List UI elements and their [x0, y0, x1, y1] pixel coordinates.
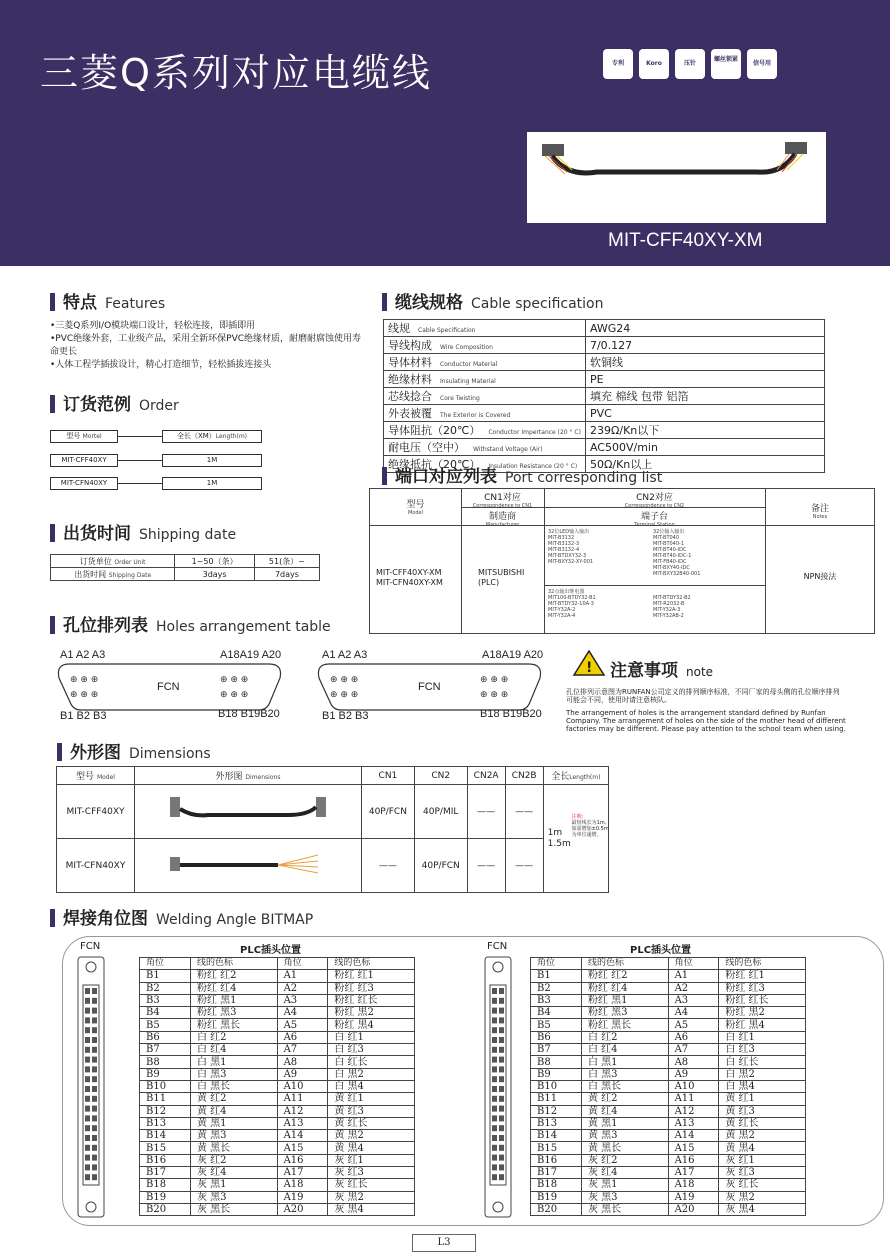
weld-row: B10 白 黑长 A10 白 黑4 [531, 1080, 806, 1092]
connector-pin [85, 1047, 90, 1053]
port-item: MIT-BXY32B40-001 [653, 571, 701, 577]
connector-pin [492, 1076, 497, 1082]
crimp-badge: 压针 [675, 49, 705, 79]
connector-pin [499, 1008, 504, 1014]
port-h-cn2: CN2对应 [636, 493, 673, 503]
dim-length: 1m 1.5m [547, 827, 571, 849]
connector-pin [492, 1086, 497, 1092]
welding-table-left [139, 957, 415, 1216]
connector-pin [492, 1155, 497, 1161]
weld-row: B9 白 黑3 A9 白 黑2 [140, 1068, 415, 1080]
port-item: MIT-Y32A-2 [548, 607, 576, 613]
feature-item: •三菱Q系列I/O模块端口设计，轻松连接，即插即用 [50, 321, 256, 331]
spec-row: 绝缘材料 Insulating Material PE [384, 371, 825, 388]
spec-row: 绝缘抵抗（20℃） Insulation Resistance (20 ° C) 50Ω/Kn以上 [384, 456, 825, 473]
svg-text:⊕ ⊕ ⊕: ⊕ ⊕ ⊕ [330, 675, 359, 685]
connector-pin [85, 1076, 90, 1082]
connector-pin [92, 1008, 97, 1014]
port-note: NPN接法 [803, 572, 837, 581]
port-item: MIT-BXY40-IDC [653, 565, 690, 571]
connector-pin [499, 988, 504, 994]
port-item: MIT-FB40-IDC [653, 559, 687, 565]
connector-pin [492, 1066, 497, 1072]
dim-model: MIT-CFN40XY [57, 839, 135, 893]
connector-pin [499, 998, 504, 1004]
weld-row: B1 粉红 红2 A1 粉红 红1 [531, 970, 806, 982]
port-item: MIT100-BTDY32-B1 [548, 595, 596, 601]
spec-row: 导线构成 Wire Composition 7/0.127 [384, 337, 825, 354]
port-h-mfr: 制造商 [488, 512, 516, 522]
weld-row: B10 白 黑长 A10 白 黑4 [140, 1080, 415, 1092]
weld-row: B17 灰 红4 A17 灰 红3 [140, 1167, 415, 1179]
connector-pin [492, 988, 497, 994]
weld-row: B3 粉红 黑1 A3 粉红 红长 [531, 994, 806, 1006]
weld-row: B13 黄 黑1 A13 黄 红长 [531, 1117, 806, 1129]
weld-row: B18 灰 黑1 A18 灰 红长 [531, 1179, 806, 1191]
connector-pin [492, 1096, 497, 1102]
port-item: MIT-BT40-IDC-1 [653, 553, 692, 559]
connector-pin [499, 1086, 504, 1092]
weld-row: B9 白 黑3 A9 白 黑2 [531, 1068, 806, 1080]
connector-pin [492, 1027, 497, 1033]
hole-label: B18 B19B20 [480, 708, 542, 720]
svg-text:⊕ ⊕ ⊕: ⊕ ⊕ ⊕ [220, 675, 249, 685]
order-len-1: 1M [162, 454, 262, 467]
port-h-term: 端子台 [640, 512, 668, 522]
weld-row: B4 粉红 黑3 A4 粉红 黑2 [531, 1007, 806, 1019]
connector-pin [92, 1164, 97, 1170]
connector-pin [492, 1115, 497, 1121]
connector-pin [85, 1135, 90, 1141]
port-item: MIT-BTDXY32-3 [548, 553, 587, 559]
weld-row: B15 黄 黑长 A15 黄 黑4 [531, 1142, 806, 1154]
port-h-cn1: CN1对应 [484, 493, 521, 503]
connector-pin [492, 1037, 497, 1043]
connector-pin [85, 1115, 90, 1121]
connector-pin [85, 1008, 90, 1014]
port-heading: 端口对应列表 Port corresponding list [382, 462, 662, 487]
weld-row: B13 黄 黑1 A13 黄 红长 [140, 1117, 415, 1129]
svg-text:⊕ ⊕ ⊕: ⊕ ⊕ ⊕ [480, 690, 509, 700]
weld-row: B16 灰 红2 A16 灰 红1 [140, 1154, 415, 1166]
hole-label: B1 B2 B3 [322, 710, 369, 722]
features-list [50, 320, 370, 372]
weld-row: B3 粉红 黑1 A3 粉红 红长 [140, 994, 415, 1006]
feature-item: •人体工程学插拔设计，精心打造细节，轻松插拔连接头 [50, 360, 272, 370]
connector-pin [92, 1076, 97, 1082]
weld-plc-label: PLC插头位置 [240, 945, 302, 956]
port-item: MIT-BT40-IDC [653, 547, 687, 553]
port-item: MIT-Y32A-3 [653, 607, 681, 613]
port-item: MIT-R2032-B [653, 601, 685, 607]
connector-pin [492, 1057, 497, 1063]
shipping-table: 订货单位 Order Unit 1~50（条） 51(条）~ 出货时间 Shipping Date 3days 7days [50, 554, 320, 581]
port-item: MIT-BT040 [653, 535, 680, 541]
features-heading: 特点 Features [50, 288, 165, 313]
svg-text:⊕ ⊕ ⊕: ⊕ ⊕ ⊕ [220, 690, 249, 700]
hole-label: A18A19 A20 [482, 649, 544, 661]
weld-plc-label: PLC插头位置 [630, 945, 692, 956]
connector-pin [92, 998, 97, 1004]
connector-pin [85, 1145, 90, 1151]
connector-pin [92, 1017, 97, 1023]
port-input-list: 32位LED输入输出 MIT-B3132 MIT-B3132-3 MIT-B3132-4 MIT-BTDXY32-3 MIT-BXY32-XY-001 [548, 529, 594, 565]
hole-fcn-label: FCN [418, 681, 441, 693]
connector-pin [499, 1164, 504, 1170]
connector-pin [492, 1174, 497, 1180]
connector-pin [92, 1096, 97, 1102]
connector-pin [92, 1155, 97, 1161]
connector-pin [85, 1155, 90, 1161]
cable-photo [527, 132, 826, 223]
port-item: MIT-BXY32-XY-001 [548, 559, 594, 565]
connector-pin [85, 1027, 90, 1033]
connector-pin [499, 1066, 504, 1072]
connector-pin [492, 1164, 497, 1170]
connector-pin [492, 1017, 497, 1023]
cable-spec-table [383, 319, 825, 473]
svg-text:⊕ ⊕ ⊕: ⊕ ⊕ ⊕ [330, 690, 359, 700]
connector-pin [92, 1027, 97, 1033]
weld-row: B5 粉红 黑长 A5 粉红 黑4 [140, 1019, 415, 1031]
connector-pin [499, 1145, 504, 1151]
patent-badge: 专利 [603, 49, 633, 79]
order-model-label: 型号 Mortel [50, 430, 118, 443]
weld-row: B14 黄 黑3 A14 黄 黑2 [140, 1130, 415, 1142]
connector-pin [492, 1145, 497, 1151]
connector-pin [92, 1115, 97, 1121]
koro-badge: Koro [639, 49, 669, 79]
connector-pin [85, 988, 90, 994]
header-banner [0, 0, 890, 266]
notice-heading: 注意事项 note [610, 661, 714, 681]
weld-header: 角位 线的色标 角位 线的色标 [531, 958, 806, 970]
weld-header: 角位 线的色标 角位 线的色标 [140, 958, 415, 970]
dimensions-table: 型号 Model 外形图 Dimensions CN1 CN2 CN2A CN2B 全长Length(m) MIT-CFF40XY 40P/FCN 40P/MIL —— —— 1m 1.5m 注明： 最短线长为1m, 如需增加±0.5m 为单位递增。 MIT-CFN40XY —— 40P/FCN —— —— [56, 766, 609, 893]
port-item: MIT-Y32A-4 [548, 613, 576, 619]
dim-drawing [135, 839, 362, 893]
notice-cn: 孔位排列示意图为RUNFAN公司定义的排列顺序标准，不同厂家的母头侧的孔位顺序排列可能会不同，使用时请注意核队。 [566, 688, 840, 704]
hole-label: A18A19 A20 [220, 649, 282, 661]
weld-row: B6 白 红2 A6 白 红1 [531, 1031, 806, 1043]
connector-pin [499, 1017, 504, 1023]
connector-pin [499, 1096, 504, 1102]
port-model: MIT-CFF40XY-XM [376, 568, 442, 577]
weld-row: B14 黄 黑3 A14 黄 黑2 [531, 1130, 806, 1142]
shipping-heading: 出货时间 Shipping date [50, 519, 236, 544]
connector-pin [92, 1106, 97, 1112]
connector-pin [492, 1047, 497, 1053]
order-length-label: 全长（XM）Length(m) [162, 430, 262, 443]
connector-pin [499, 1135, 504, 1141]
connector-pin [92, 1145, 97, 1151]
dim-note: 最短线长为1m, 如需增加±0.5m 为单位递增。 [571, 820, 609, 838]
weld-row: B11 黄 红2 A11 黄 红1 [140, 1093, 415, 1105]
connector-pin [85, 1057, 90, 1063]
connector-pin [492, 1135, 497, 1141]
dim-model: MIT-CFF40XY [57, 785, 135, 839]
weld-row: B12 黄 红4 A12 黄 红3 [140, 1105, 415, 1117]
port-item: MIT-BTDY32-B2 [653, 595, 691, 601]
connector-pin [85, 1174, 90, 1180]
connector-pin [92, 1086, 97, 1092]
connector-pin [499, 1106, 504, 1112]
spec-row: 导体材料 Conductor Material 软铜线 [384, 354, 825, 371]
order-model-2: MIT-CFN40XY [50, 477, 118, 490]
connector-pin [92, 1057, 97, 1063]
weld-row: B7 白 红4 A7 白 红3 [140, 1044, 415, 1056]
port-item: MIT-BT040-1 [653, 541, 685, 547]
connector-pin [92, 1125, 97, 1131]
connector-pin [492, 1106, 497, 1112]
page-title: 三菱Q系列对应电缆线 [40, 51, 432, 95]
connector-drawing-left [76, 955, 106, 1220]
weld-row: B20 灰 黑长 A20 灰 黑4 [140, 1203, 415, 1215]
weld-row: B20 灰 黑长 A20 灰 黑4 [531, 1203, 806, 1215]
port-input2-list: 32位输入输出 MIT-BT040 MIT-BT040-1 MIT-BT40-IDC MIT-BT40-IDC-1 MIT-FB40-IDC MIT-BXY40-IDC MIT-BXY32B40-001 [653, 529, 701, 577]
connector-pin [85, 1086, 90, 1092]
spec-row: 导体阻抗（20℃） Conductor Impertance (20 ° C) 239Ω/Kn以下 [384, 422, 825, 439]
port-output-list: 32点输出继电器 MIT100-BTDY32-B1 MIT-BTDY32-B2 MIT-BTDY32-10A-3 MIT-R2032-B MIT-Y32A-2 MIT-Y32A-3 MIT-Y32A-4 MIT-Y32AB-2 [548, 589, 758, 619]
connector-pin [499, 1057, 504, 1063]
weld-row: B18 灰 黑1 A18 灰 红长 [140, 1179, 415, 1191]
svg-text:⊕ ⊕ ⊕: ⊕ ⊕ ⊕ [70, 675, 99, 685]
weld-row: B12 黄 红4 A12 黄 红3 [531, 1105, 806, 1117]
port-item: MIT-B3132-4 [548, 547, 580, 553]
weld-row: B1 粉红 红2 A1 粉红 红1 [140, 970, 415, 982]
connector-pin [92, 1174, 97, 1180]
screw-lock-badge: 螺丝锁紧 [711, 49, 741, 79]
order-model-1: MIT-CFF40XY [50, 454, 118, 467]
connector-pin [492, 1125, 497, 1131]
hole-fcn-label: FCN [157, 681, 180, 693]
connector-pin [85, 1096, 90, 1102]
weld-row: B17 灰 红4 A17 灰 红3 [531, 1167, 806, 1179]
weld-row: B4 粉红 黑3 A4 粉红 黑2 [140, 1007, 415, 1019]
port-h-model: 型号 [406, 500, 425, 510]
connector-pin [85, 1164, 90, 1170]
model-banner: MIT-CFF40XY-XM [608, 230, 763, 251]
connector-pin [499, 1037, 504, 1043]
spec-row: 外表被覆 The Exterior is Covered PVC [384, 405, 825, 422]
warning-icon [572, 649, 606, 677]
connector-pin [499, 1125, 504, 1131]
weld-row: B15 黄 黑长 A15 黄 黑4 [140, 1142, 415, 1154]
connector-pin [85, 1106, 90, 1112]
port-mfr: MITSUBISHI [478, 568, 525, 577]
dim-drawing [135, 785, 362, 839]
connector-pin [85, 1125, 90, 1131]
port-item: MIT-BTDY32-10A-3 [548, 601, 594, 607]
connector-pin [92, 988, 97, 994]
weld-row: B19 灰 黑3 A19 灰 黑2 [140, 1191, 415, 1203]
connector-pin [85, 1066, 90, 1072]
port-h-notes: 备注 [810, 504, 829, 514]
port-item: MIT-Y32AB-2 [653, 613, 684, 619]
connector-pin [499, 1115, 504, 1121]
notice-en: The arrangement of holes is the arrangement standard defined by Runfan Company. The arrangement of holes on the side of the mother head of different factories may be different. Please pay attention to the school team when using. [566, 709, 846, 733]
weld-conn-label: FCN [487, 941, 508, 952]
page-number: L3 [412, 1234, 476, 1252]
svg-text:!: ! [586, 660, 593, 676]
connector-pin [499, 1155, 504, 1161]
signal-badge: 信号用 [747, 49, 777, 79]
connector-pin [85, 1017, 90, 1023]
connector-pin [492, 998, 497, 1004]
connector-pin [92, 1066, 97, 1072]
weld-row: B11 黄 红2 A11 黄 红1 [531, 1093, 806, 1105]
hole-label: B1 B2 B3 [60, 710, 107, 722]
weld-row: B19 灰 黑3 A19 灰 黑2 [531, 1191, 806, 1203]
port-table: 型号 Model CN1对应 Correspondence to CN1 CN2对应 Correspondence to CN2 制造商 Manufacturer 端子台 Terminal Station 备注 Notes MIT-CFF40XY-XM MIT-CFN40XY-XM MITSUBISHI (PLC) 32位LED输入输出 MIT-B3132 MIT-B3132-3 MIT-B3132-4 MIT-BTDXY32-3 MIT-BXY32-XY-001 32位输入输出 MIT-BT040 MIT-BT040-1 MIT-BT40-IDC MIT-BT40-IDC-1 MIT-FB40-IDC MIT-BXY40-IDC MIT-BXY32B40-001 32点输出继电器 MIT100-BTDY32-B1 MIT-BTDY32-B2 MIT-BTDY32-10A-3 MIT-R2032-B MIT-Y32A-2 MIT-Y32A-3 MIT-Y32A-4 MIT-Y32AB-2 NPN接法 [369, 488, 875, 634]
weld-row: B5 粉红 黑长 A5 粉红 黑4 [531, 1019, 806, 1031]
connector-pin [499, 1047, 504, 1053]
weld-conn-label: FCN [80, 941, 101, 952]
svg-text:⊕ ⊕ ⊕: ⊕ ⊕ ⊕ [480, 675, 509, 685]
weld-row: B8 白 黑1 A8 白 红长 [140, 1056, 415, 1068]
weld-row: B7 白 红4 A7 白 红3 [531, 1044, 806, 1056]
cable-spec-heading: 缆线规格 Cable specification [382, 288, 604, 313]
feature-item: •PVC绝缘外套，工业级产品，采用全新环保PVC绝缘材质，耐磨耐腐蚀使用寿命更长 [50, 334, 362, 357]
connector-pin [92, 1135, 97, 1141]
spec-row: 耐电压（空中） Withstand Voltage (Air) AC500V/min [384, 439, 825, 456]
weld-row: B2 粉红 红4 A2 粉红 红3 [531, 982, 806, 994]
port-model: MIT-CFN40XY-XM [376, 578, 443, 587]
spec-row: 线规 Cable Specification AWG24 [384, 320, 825, 337]
hole-label: B18 B19B20 [218, 708, 280, 720]
connector-pin [85, 998, 90, 1004]
port-item: MIT-B3132 [548, 535, 575, 541]
weld-row: B2 粉红 红4 A2 粉红 红3 [140, 982, 415, 994]
connector-pin [499, 1174, 504, 1180]
order-heading: 订货范例 Order [50, 390, 179, 415]
holes-heading: 孔位排列表 Holes arrangement table [50, 611, 331, 636]
svg-text:⊕ ⊕ ⊕: ⊕ ⊕ ⊕ [70, 690, 99, 700]
welding-table-right [530, 957, 806, 1216]
connector-pin [92, 1037, 97, 1043]
connector-pin [499, 1027, 504, 1033]
weld-row: B6 白 红2 A6 白 红1 [140, 1031, 415, 1043]
hole-label: A1 A2 A3 [322, 649, 368, 661]
port-item: MIT-B3132-3 [548, 541, 580, 547]
connector-pin [92, 1047, 97, 1053]
welding-heading: 焊接角位图 Welding Angle BITMAP [50, 904, 313, 929]
connector-drawing-right [483, 955, 513, 1220]
spec-row: 芯线捻合 Core Twisting 填充 棉线 包带 铝箔 [384, 388, 825, 405]
weld-row: B16 灰 红2 A16 灰 红1 [531, 1154, 806, 1166]
connector-pin [492, 1008, 497, 1014]
dimensions-heading: 外形图 Dimensions [57, 738, 211, 763]
hole-label: A1 A2 A3 [60, 649, 106, 661]
connector-pin [85, 1037, 90, 1043]
connector-pin [499, 1076, 504, 1082]
order-len-2: 1M [162, 477, 262, 490]
weld-row: B8 白 黑1 A8 白 红长 [531, 1056, 806, 1068]
